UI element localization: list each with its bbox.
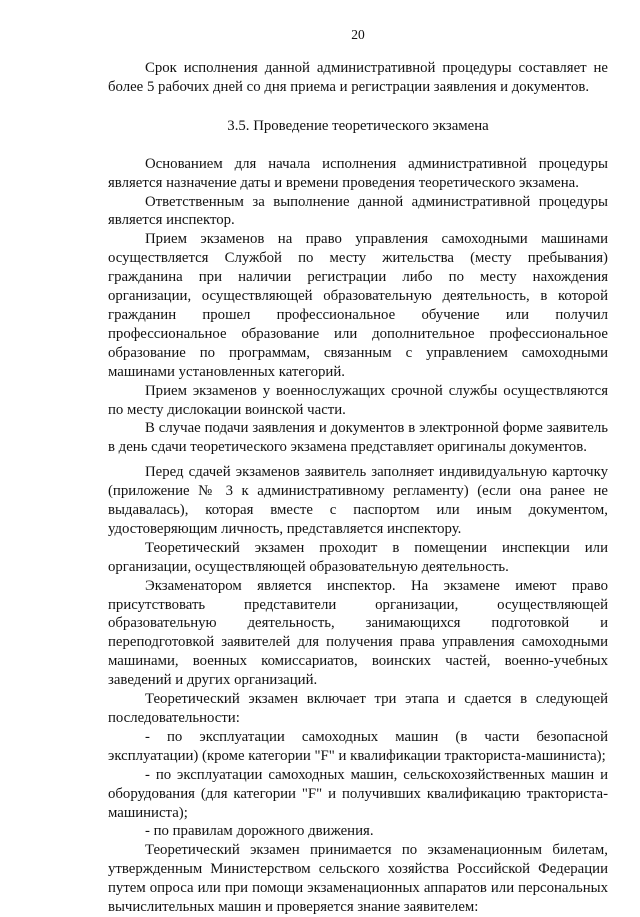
paragraph-basis: Основанием для начала исполнения административной процедуры является назначение даты и времени проведения теоретического экзамена.: [108, 155, 608, 191]
paragraph-military: Прием экзаменов у военнослужащих срочной службы осуществляются по месту дислокации воинской части.: [108, 382, 608, 418]
list-item-stage-3: - по правилам дорожного движения.: [145, 823, 374, 840]
document-page: [108, 26, 608, 917]
list-item-stage-1: - по эксплуатации самоходных машин (в части безопасной эксплуатации) (кроме категории "F" и квалификации тракториста-машиниста);: [108, 728, 608, 764]
paragraph-examiner: Экзаменатором является инспектор. На экзамене имеют право присутствовать представители организации, осуществляющей образовательную деятельность, занимающихся подготовкой и переподготовкой заявителей для получения права управления самоходными машинами, военных комиссариатов, воинских частей, военно-учебных заведений и других организаций.: [108, 577, 608, 689]
section-heading: 3.5. Проведение теоретического экзамена: [227, 117, 489, 134]
paragraph-three-stages: Теоретический экзамен включает три этапа и сдается в следующей последовательности:: [108, 691, 608, 726]
paragraph-exam-tickets: Теоретический экзамен принимается по экзаменационным билетам, утвержденным Министерством сельского хозяйства Российской Федерации путем опроса или при помощи экзаменационных аппаратов или персональных вычислительных машин и проверяется знание заявителем:: [108, 842, 608, 916]
page-number: 20: [351, 27, 365, 42]
paragraph-exam-location: Прием экзаменов на право управления самоходными машинами осуществляется Службой по месту жительства (месту пребывания) гражданина при наличии регистрации либо по месту нахождения организации, осуществляющей образовательную деятельность, в которой гражданин прошел профессиональное обучение или получил профессиональное образование или дополнительное профессиональное образование по программам, связанным с управлением самоходными машинами установленных категорий.: [108, 231, 608, 380]
paragraph-responsible: Ответственным за выполнение данной административной процедуры является инспектор.: [108, 193, 608, 229]
list-item-stage-2: - по эксплуатации самоходных машин, сельскохозяйственных машин и оборудования (для категории "F" и получивших квалификацию тракториста-машиниста);: [108, 766, 608, 821]
paragraph-individual-card: Перед сдачей экзаменов заявитель заполняет индивидуальную карточку (приложение № 3 к административному регламенту) (если она ранее не выдавалась), которая вместе с паспортом или иным документом, удостоверяющим личность, представляется инспектору.: [108, 464, 608, 537]
intro-paragraph: Срок исполнения данной административной процедуры составляет не более 5 рабочих дней со дня приема и регистрации заявления и документов.: [108, 60, 608, 95]
paragraph-electronic-form: В случае подачи заявления и документов в электронной форме заявитель в день сдачи теоретического экзамена представляет оригиналы документов.: [108, 420, 608, 456]
paragraph-exam-premises: Теоретический экзамен проходит в помещении инспекции или организации, осуществляющей образовательную деятельность.: [108, 539, 608, 575]
